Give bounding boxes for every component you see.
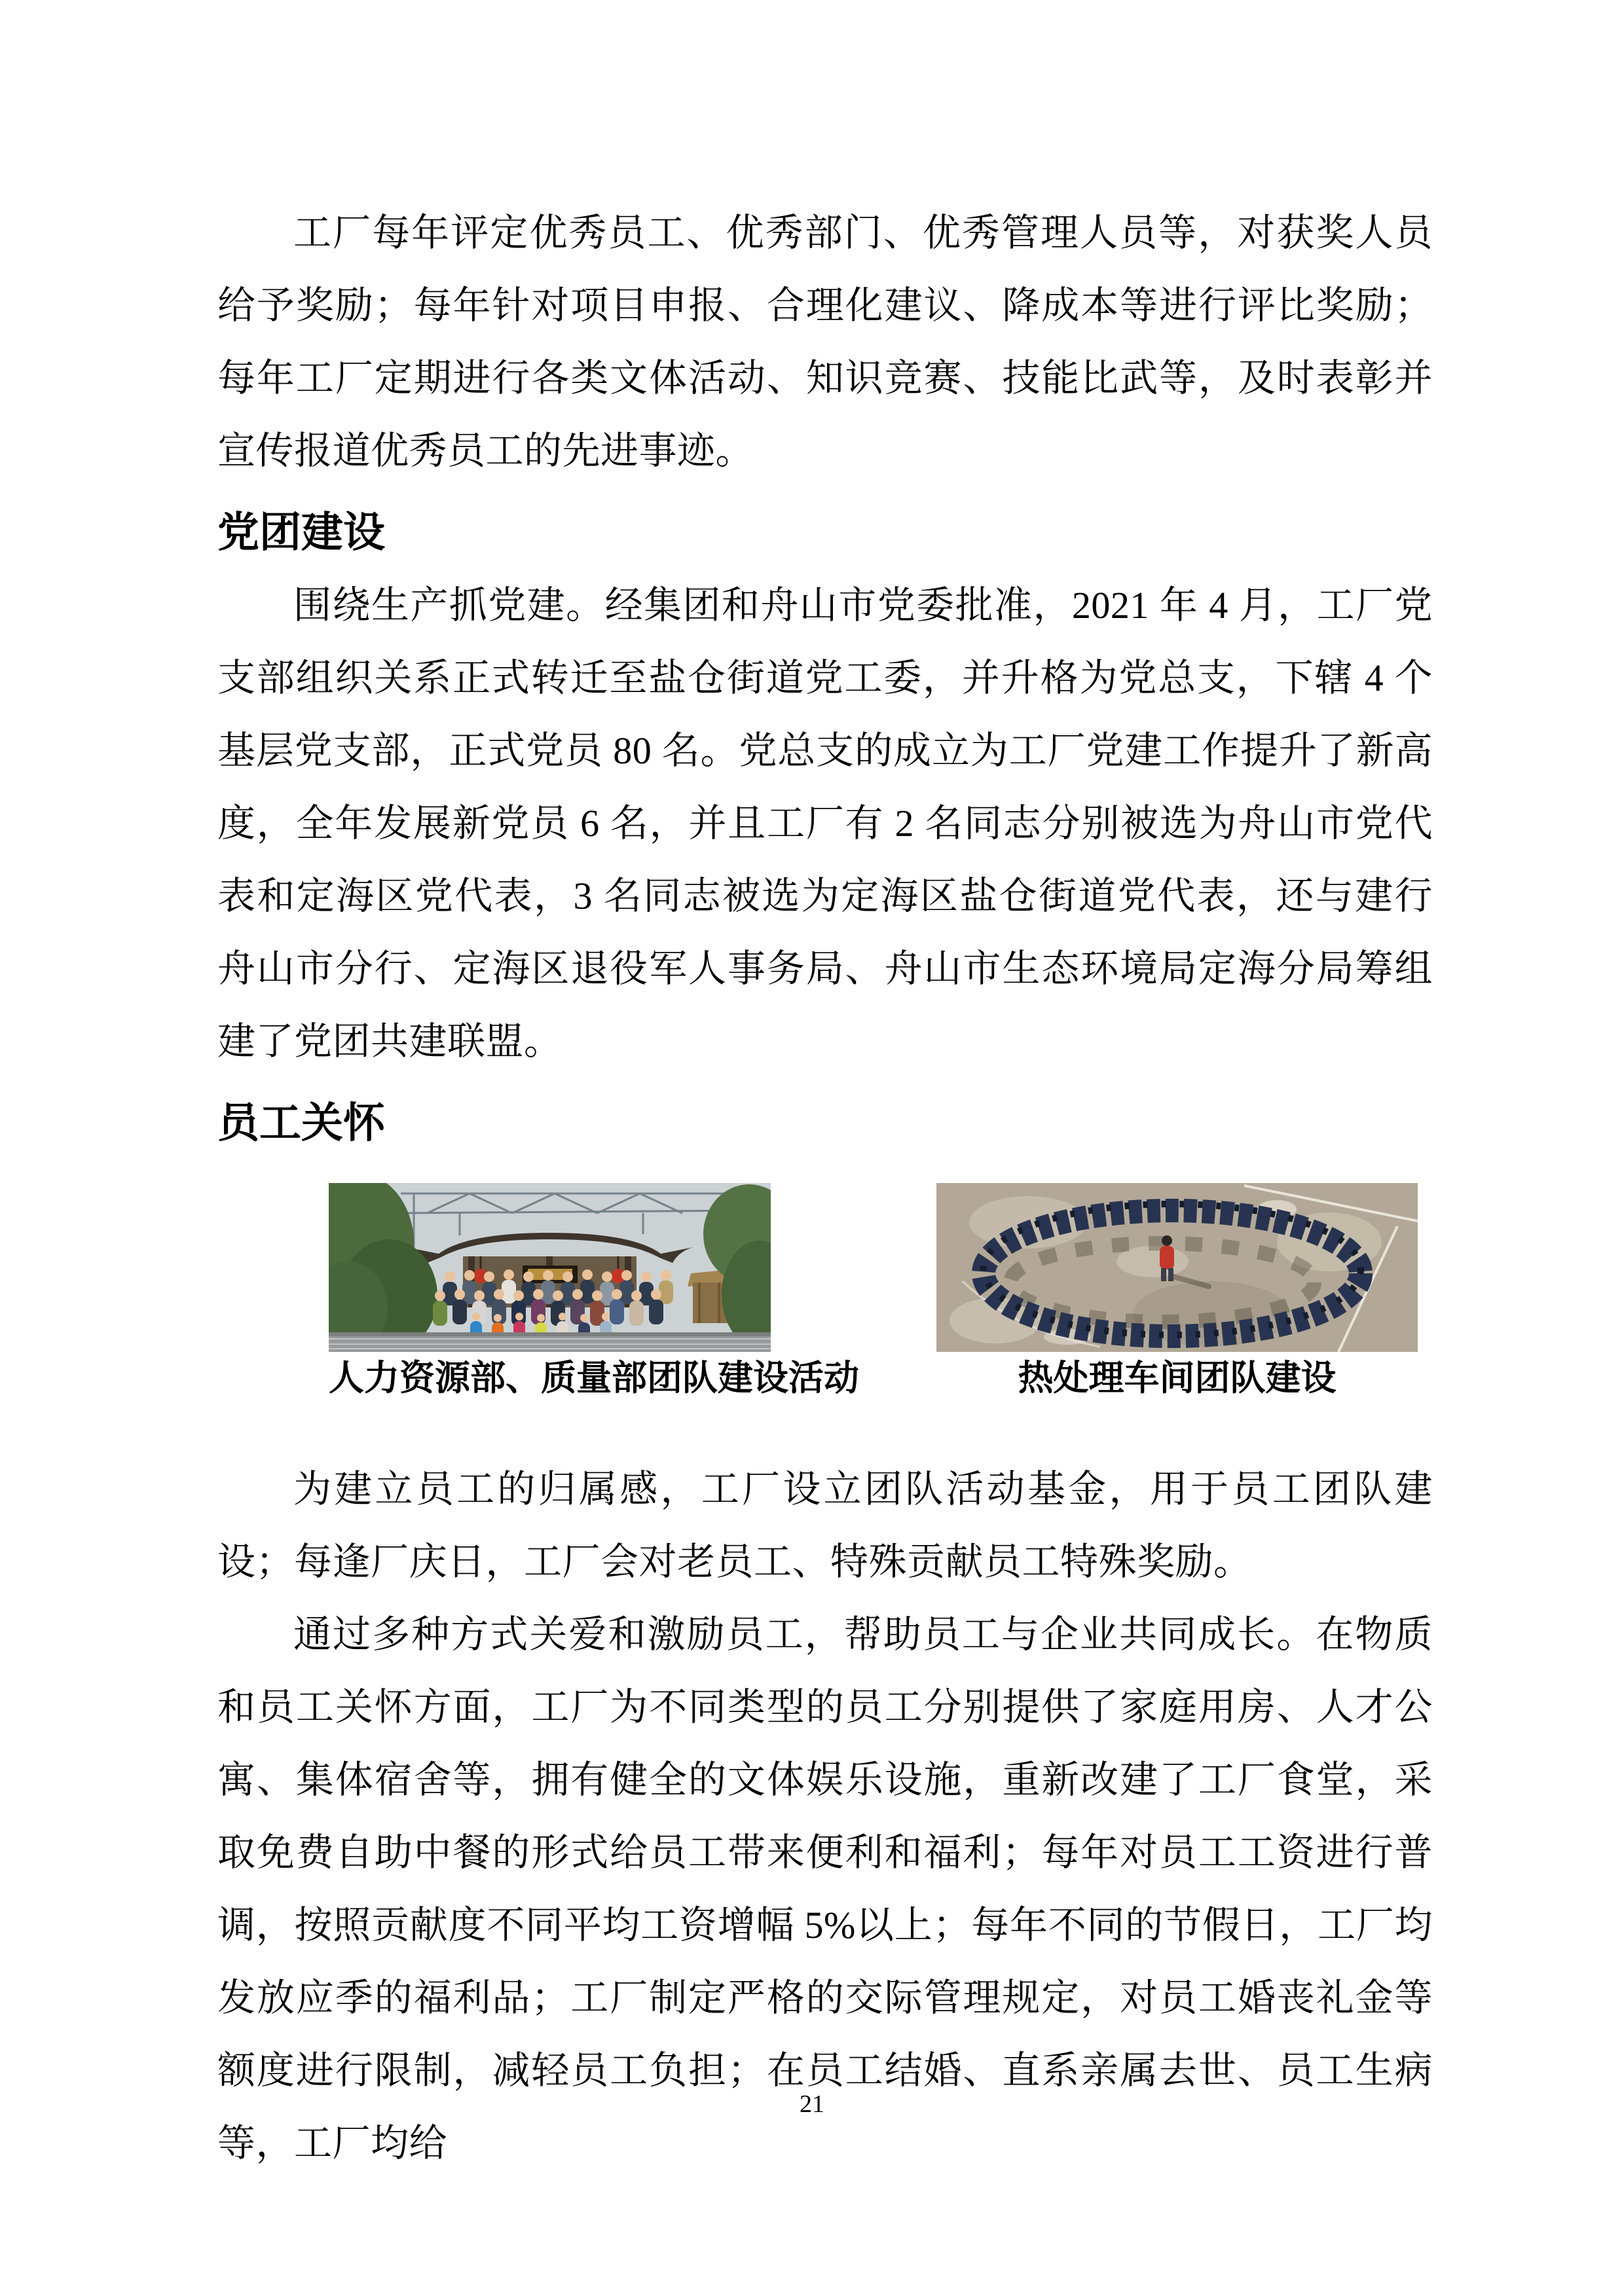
paragraph-team-fund: 为建立员工的归属感，工厂设立团队活动基金，用于员工团队建设；每逢厂庆日，工厂会对老员工、特殊贡献员工特殊奖励。 (217, 1468, 1433, 1583)
heading-employee-care: 员工关怀 (217, 1100, 385, 1146)
paragraph-party-building: 围绕生产抓党建。经集团和舟山市党委批准，2021 年 4 月，工厂党支部组织关系正式转迁至盐仓街道党工委，并升格为党总支，下辖 4 个基层党支部，正式党员 80 名。党总支的成立为工厂党建工作提升了新高度，全年发展新党员 6 名，并且工厂有 2 名同志分别被选为舟山市党代表和定海区党代表，3 名同志被选为定海区盐仓街道党代表，还与建行舟山市分行、定海区退役军人事务局、舟山市生态环境局定海分局筹组建了党团共建联盟。 (217, 584, 1433, 1063)
photo-group-pavilion (329, 1183, 771, 1352)
figure-heat-treatment-team-building (936, 1183, 1418, 1398)
photo-employee-circle (936, 1183, 1418, 1352)
figure-hr-quality-team-building (329, 1183, 859, 1398)
steps (329, 1332, 771, 1352)
page-content (217, 196, 1433, 2179)
paragraph-awards: 工厂每年评定优秀员工、优秀部门、优秀管理人员等，对获奖人员给予奖励；每年针对项目申报、合理化建议、降成本等进行评比奖励；每年工厂定期进行各类文体活动、知识竞赛、技能比武等，及时表彰并宣传报道优秀员工的先进事迹。 (217, 211, 1433, 472)
heading-party-building: 党团建设 (217, 509, 385, 556)
paragraph-welfare: 通过多种方式关爱和激励员工，帮助员工与企业共同成长。在物质和员工关怀方面，工厂为不同类型的员工分别提供了家庭用房、人才公寓、集体宿舍等，拥有健全的文体娱乐设施，重新改建了工厂食堂，采取免费自助中餐的形式给员工带来便利和福利；每年对员工工资进行普调，按照贡献度不同平均工资增幅 5%以上；每年不同的节假日，工厂均发放应季的福利品；工厂制定严格的交际管理规定，对员工婚丧礼金等额度进行限制，减轻员工负担；在员工结婚、直系亲属去世、员工生病等，工厂均给 (217, 1613, 1433, 2164)
caption-heat-treatment: 热处理车间团队建设 (1018, 1358, 1337, 1398)
caption-hr-quality: 人力资源部、质量部团队建设活动 (329, 1358, 859, 1398)
page-number: 21 (800, 2090, 824, 2118)
figure-row (217, 1183, 1433, 1398)
